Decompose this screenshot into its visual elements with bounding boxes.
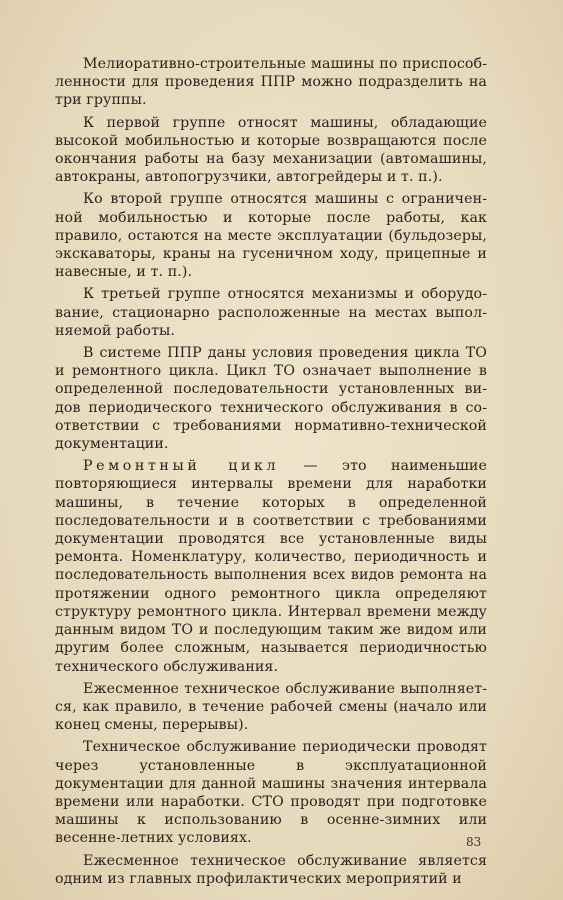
page-number: 83 [466,835,482,849]
paragraph-periodic-service: Техническое обслуживание периодически проводят через установленные в эксплуатационной документации для данной машины значения интервала времени или наработки. СТО проводят при подготовке машины к использованию в осенне-зимних или весенне-летних условиях. [55,739,487,847]
paragraph-group-two: Ко второй группе относятся машины с ограниченной мобильностью и которые после работы, как правило, остаются на месте эксплуатации (бульдозеры, экскаваторы, краны на гусеничном ходу, прицепные и навесные, и т. п.). [55,191,487,281]
paragraph-repair-cycle-text: — это наименьшие повторяющиеся интервалы времени для наработки машины, в течение которых в определенной последовательности и в соответствии с требованиями документации проводятся все установленные виды ремонта. Номенклатуру, количество, периодичность и последовательность выполнения всех видов ремонта на протяжении одного ремонтного цикла определяют структуру ремонтного цикла. Интервал времени между данным видом ТО и последующим таким же видом или другим более сложным, называется периодичностью технического обслуживания. [55,458,487,675]
page-body [55,55,487,892]
paragraph-daily-service: Ежесменное техническое обслуживание выполняется, как правило, в течение рабочей смены (начало или конец смены, перерывы). [55,680,487,734]
paragraph-group-one: К первой группе относят машины, обладающие высокой мобильностью и которые возвращаются после окончания работы на базу механизации (автомашины, автокраны, автопогрузчики, автогрейдеры и т. п.). [55,114,487,186]
paragraph-repair-cycle [55,457,487,675]
paragraph-to-cycle: В системе ППР даны условия проведения цикла ТО и ремонтного цикла. Цикл ТО означает выполнение в определенной последовательности установленных видов периодического технического обслуживания в соответствии с требованиями нормативно-технической документации. [55,345,487,453]
paragraph-daily-importance: Ежесменное техническое обслуживание является одним из главных профилактических мероприятий и [55,852,487,887]
paragraph-group-three: К третьей группе относятся механизмы и оборудование, стационарно расположенные на местах выполняемой работы. [55,286,487,339]
paragraph-groups-intro: Мелиоративно-строительные машины по приспособленности для проведения ППР можно подразделить на три группы. [55,56,487,109]
spaced-term: Ремонтный цикл [83,458,280,475]
